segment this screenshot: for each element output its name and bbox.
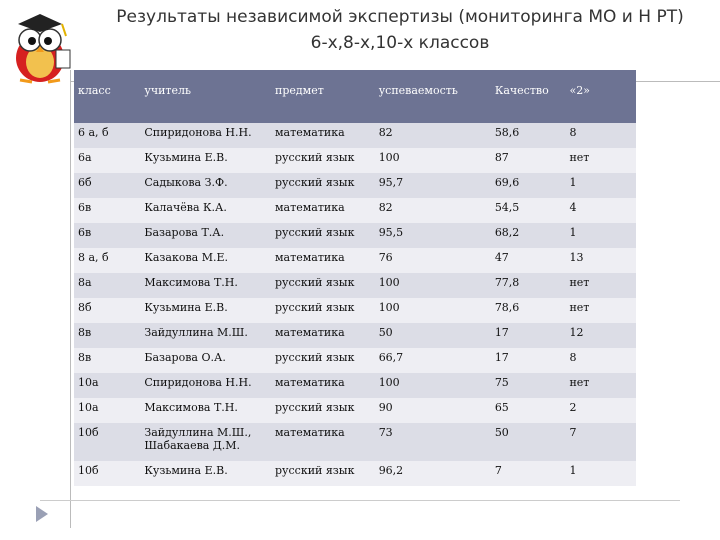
cell-teacher: Садыкова З.Ф.	[144, 176, 228, 189]
cell-quality: 68,2	[494, 226, 520, 239]
cell-teacher: Зайдуллина М.Ш., Шабакаева Д.М.	[144, 426, 252, 452]
cell-teacher: Базарова О.А.	[144, 351, 226, 364]
table-row	[74, 323, 636, 348]
cell-class: 10б	[78, 464, 99, 477]
cell-grade-2: 4	[569, 201, 577, 214]
cell-subject: математика	[275, 201, 345, 214]
cell-quality: 17	[494, 326, 509, 339]
cell-quality: 7	[494, 464, 502, 477]
cell-quality: 17	[494, 351, 509, 364]
cell-grade-2: 2	[569, 401, 577, 414]
cell-class: 8а	[78, 276, 92, 289]
cell-quality: 54,5	[494, 201, 520, 214]
cell-quality: 65	[494, 401, 509, 414]
cell-class: 8в	[78, 326, 92, 339]
table-row	[74, 273, 636, 298]
cell-teacher: Калачёва К.А.	[144, 201, 227, 214]
slide-arrow-icon	[36, 506, 48, 522]
cell-performance: 66,7	[378, 351, 404, 364]
cell-teacher: Базарова Т.А.	[144, 226, 225, 239]
owl-mascot-icon	[4, 6, 74, 86]
cell-performance: 95,7	[378, 176, 404, 189]
cell-teacher: Максимова Т.Н.	[144, 401, 238, 414]
cell-quality: 50	[494, 426, 509, 439]
table-row	[74, 461, 636, 486]
cell-grade-2: нет	[569, 276, 590, 289]
cell-class: 6в	[78, 201, 92, 214]
table-row	[74, 348, 636, 373]
cell-subject: математика	[275, 126, 345, 139]
cell-grade-2: 12	[569, 326, 584, 339]
col-header-grade-2: «2»	[565, 70, 636, 123]
cell-subject: русский язык	[275, 301, 355, 314]
title-line-1: Результаты независимой экспертизы (мониторинга МО и Н РТ)	[116, 7, 684, 27]
cell-performance: 100	[378, 376, 400, 389]
cell-grade-2: 7	[569, 426, 577, 439]
cell-subject: русский язык	[275, 226, 355, 239]
cell-subject: русский язык	[275, 151, 355, 164]
cell-quality: 47	[494, 251, 509, 264]
cell-subject: математика	[275, 326, 345, 339]
cell-teacher: Кузьмина Е.В.	[144, 301, 228, 314]
cell-performance: 96,2	[378, 464, 404, 477]
cell-class: 6в	[78, 226, 92, 239]
cell-class: 10а	[78, 376, 99, 389]
cell-teacher: Спиридонова Н.Н.	[144, 126, 252, 139]
col-header-subject: предмет	[271, 70, 375, 123]
cell-subject: русский язык	[275, 276, 355, 289]
cell-subject: математика	[275, 376, 345, 389]
cell-quality: 58,6	[494, 126, 520, 139]
cell-grade-2: 13	[569, 251, 584, 264]
cell-quality: 75	[494, 376, 509, 389]
cell-quality: 87	[494, 151, 509, 164]
col-header-performance: успеваемость	[375, 70, 491, 123]
cell-grade-2: 8	[569, 351, 577, 364]
cell-teacher: Спиридонова Н.Н.	[144, 376, 252, 389]
table-row	[74, 223, 636, 248]
cell-class: 6а	[78, 151, 92, 164]
cell-subject: русский язык	[275, 351, 355, 364]
cell-teacher: Кузьмина Е.В.	[144, 464, 228, 477]
table-row	[74, 298, 636, 323]
col-header-class: класс	[74, 70, 140, 123]
cell-grade-2: нет	[569, 151, 590, 164]
cell-class: 8б	[78, 301, 92, 314]
results-table	[74, 70, 636, 486]
cell-grade-2: 1	[569, 464, 577, 477]
cell-class: 8в	[78, 351, 92, 364]
cell-performance: 90	[378, 401, 393, 414]
cell-grade-2: нет	[569, 301, 590, 314]
cell-teacher: Максимова Т.Н.	[144, 276, 238, 289]
col-header-quality: Качество	[491, 70, 566, 123]
cell-performance: 73	[378, 426, 393, 439]
col-header-teacher: учитель	[140, 70, 271, 123]
cell-grade-2: 8	[569, 126, 577, 139]
cell-quality: 77,8	[494, 276, 520, 289]
cell-class: 8 а, б	[78, 251, 109, 264]
cell-performance: 76	[378, 251, 393, 264]
cell-performance: 50	[378, 326, 393, 339]
cell-class: 10б	[78, 426, 99, 439]
cell-performance: 100	[378, 301, 400, 314]
table-row	[74, 423, 636, 461]
cell-teacher: Кузьмина Е.В.	[144, 151, 228, 164]
cell-subject: математика	[275, 251, 345, 264]
cell-performance: 95,5	[378, 226, 404, 239]
divider-vertical	[70, 70, 71, 528]
footer-divider	[40, 500, 680, 501]
cell-subject: математика	[275, 426, 345, 439]
table-row	[74, 123, 636, 148]
cell-subject: русский язык	[275, 464, 355, 477]
cell-performance: 82	[378, 201, 393, 214]
cell-performance: 100	[378, 151, 400, 164]
table-row	[74, 198, 636, 223]
cell-class: 6б	[78, 176, 92, 189]
cell-grade-2: 1	[569, 176, 577, 189]
cell-quality: 78,6	[494, 301, 520, 314]
cell-subject: русский язык	[275, 176, 355, 189]
cell-performance: 82	[378, 126, 393, 139]
page-title	[110, 4, 690, 56]
table-row	[74, 398, 636, 423]
table-row	[74, 373, 636, 398]
table-header-row	[74, 70, 636, 123]
cell-class: 10а	[78, 401, 99, 414]
cell-grade-2: нет	[569, 376, 590, 389]
cell-teacher: Зайдуллина М.Ш.	[144, 326, 248, 339]
table-row	[74, 248, 636, 273]
cell-teacher: Казакова М.Е.	[144, 251, 229, 264]
cell-grade-2: 1	[569, 226, 577, 239]
title-line-2: 6-х,8-х,10-х классов	[310, 33, 490, 53]
cell-class: 6 а, б	[78, 126, 109, 139]
cell-quality: 69,6	[494, 176, 520, 189]
cell-subject: русский язык	[275, 401, 355, 414]
table-row	[74, 148, 636, 173]
cell-performance: 100	[378, 276, 400, 289]
table-row	[74, 173, 636, 198]
